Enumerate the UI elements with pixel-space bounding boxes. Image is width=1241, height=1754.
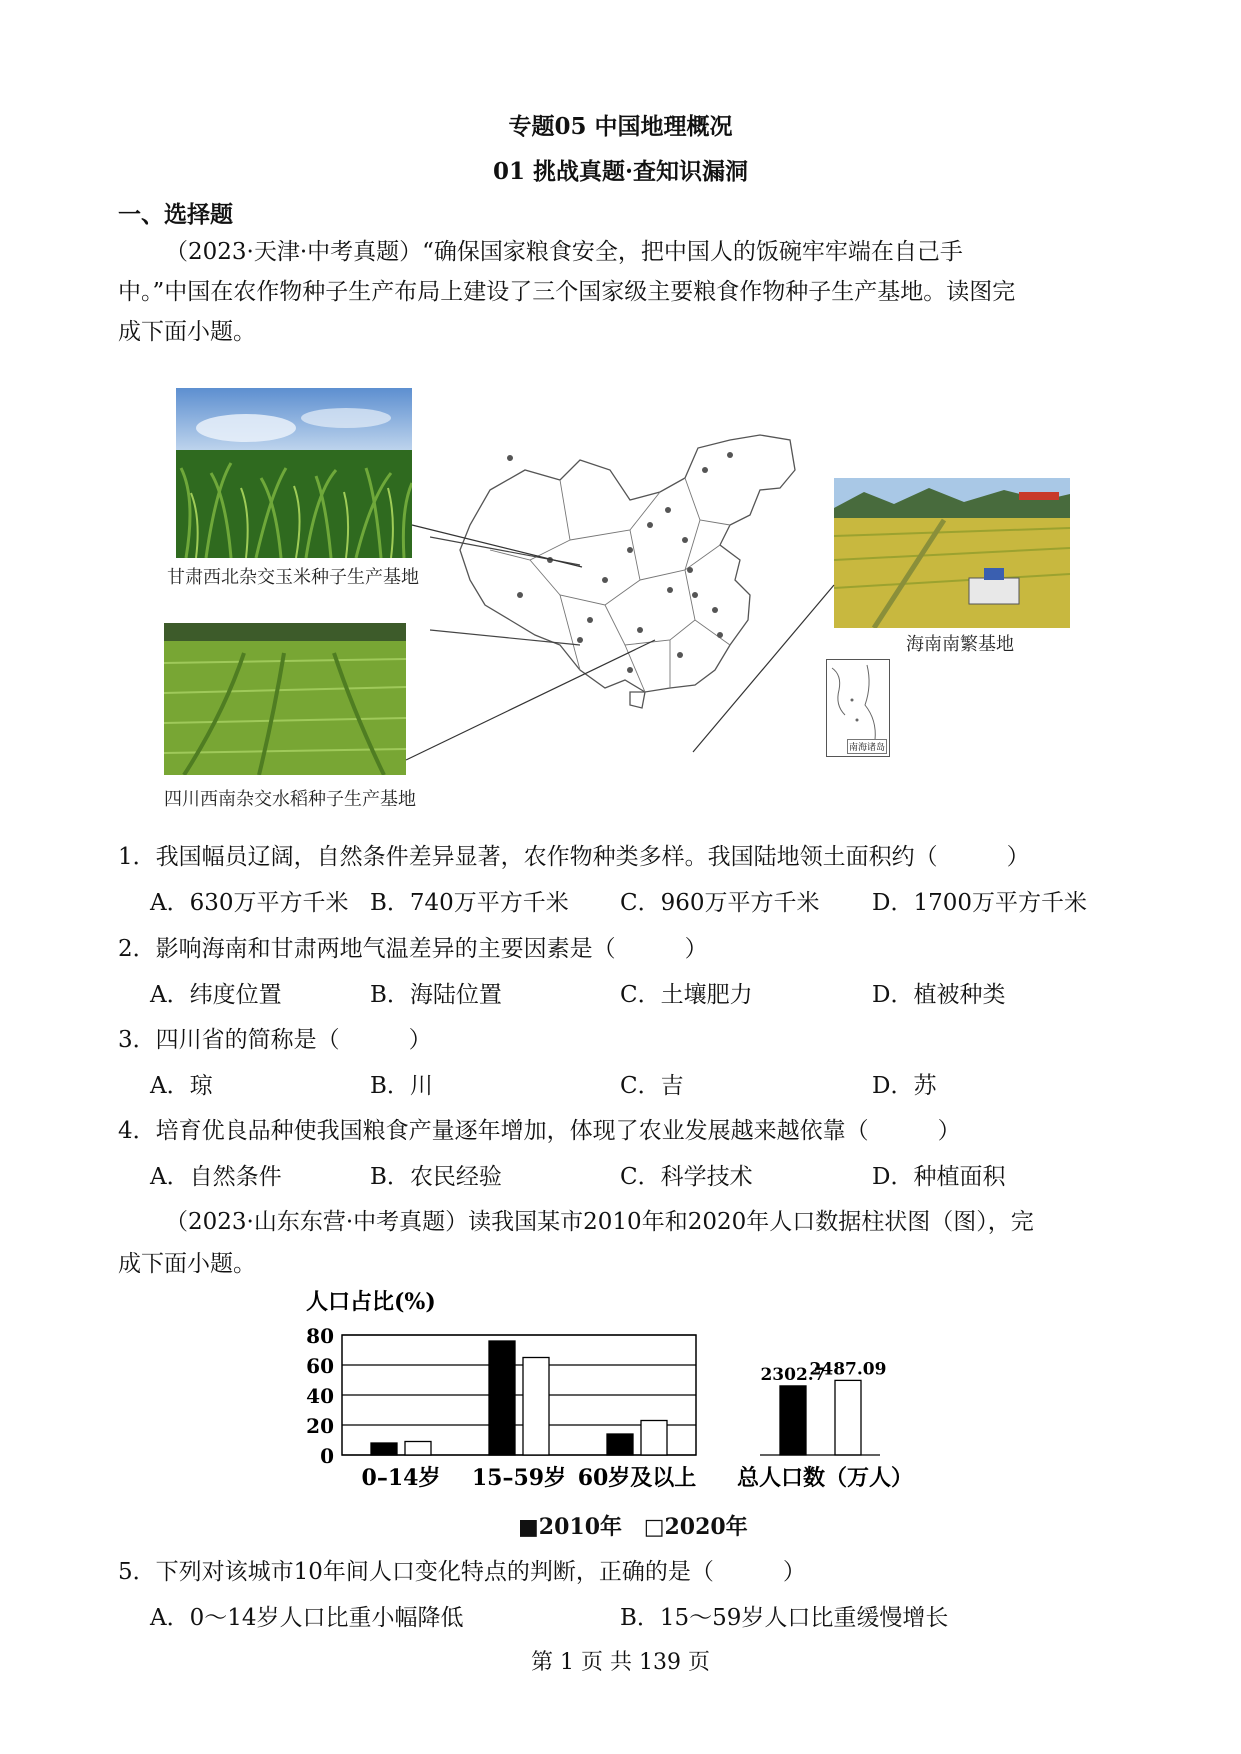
- question-5-stem: [118, 1553, 806, 1586]
- question-text: 我国幅员辽阔，自然条件差异显著，农作物种类多样。我国陆地领土面积约（ ）: [155, 844, 1030, 870]
- page-subtitle: 01 挑战真题·查知识漏洞: [492, 158, 749, 185]
- q5-option-a: A．0～14岁人口比重小幅降低: [150, 1605, 464, 1631]
- q4-option-b: B．农民经验: [370, 1164, 502, 1190]
- hainan-caption: 海南南繁基地: [906, 634, 1014, 655]
- q5-option-b: B．15～59岁人口比重缓慢增长: [620, 1605, 949, 1631]
- q3-option-b: B．川: [370, 1073, 433, 1099]
- q1-option-a: A．630万平方千米: [150, 890, 349, 916]
- bar-2010年: [371, 1443, 397, 1455]
- bar-2020年: [523, 1358, 549, 1456]
- question-number: 5．: [118, 1559, 156, 1585]
- y-tick-label: 0: [320, 1444, 334, 1468]
- q1-option-d: D．1700万平方千米: [872, 890, 1087, 916]
- south-china-sea-inset: [826, 659, 890, 757]
- gansu-caption: 甘肃西北杂交玉米种子生产基地: [167, 567, 419, 588]
- bar-2010年: [607, 1434, 633, 1455]
- question-number: 2．: [118, 936, 156, 962]
- sichuan-caption: 四川西南杂交水稻种子生产基地: [164, 789, 416, 810]
- q3-option-d: D．苏: [872, 1073, 937, 1099]
- intro2-line2: 成下面小题。: [118, 1251, 256, 1277]
- question-number: 4．: [118, 1118, 156, 1144]
- question-2-stem: [118, 930, 708, 963]
- question-4-stem: [118, 1112, 961, 1145]
- total-bar-2010年: [780, 1386, 806, 1455]
- chart-legend: [518, 1510, 748, 1541]
- y-tick-label: 60: [306, 1354, 334, 1378]
- question-text: 下列对该城市10年间人口变化特点的判断，正确的是（ ）: [155, 1559, 806, 1585]
- bar-2020年: [405, 1442, 431, 1456]
- q1-option-c: C．960万平方千米: [620, 890, 820, 916]
- inset-label: 南海诸岛: [847, 739, 887, 754]
- total-data-label: 2302.7: [760, 1364, 826, 1385]
- legend-2010: ■2010年: [518, 1514, 623, 1540]
- y-tick-label: 40: [306, 1384, 334, 1408]
- question-1-stem: [118, 838, 1030, 871]
- age-structure-plot: [306, 1324, 696, 1491]
- population-bar-chart: [300, 1285, 950, 1535]
- question-3-stem: [118, 1021, 432, 1054]
- q4-option-c: C．科学技术: [620, 1164, 753, 1190]
- y-axis-label: 人口占比(%): [306, 1289, 436, 1315]
- intro1-line3: 成下面小题。: [118, 319, 256, 345]
- total-category-label: 总人口数（万人）: [736, 1465, 914, 1491]
- intro2-line1: （2023·山东东营·中考真题）读我国某市2010年和2020年人口数据柱状图（图），完: [165, 1209, 1034, 1235]
- q1-option-b: B．740万平方千米: [370, 890, 569, 916]
- y-tick-label: 80: [306, 1324, 334, 1348]
- bar-2020年: [641, 1421, 667, 1456]
- q4-option-a: A．自然条件: [150, 1164, 282, 1190]
- section-heading: 一、选择题: [118, 201, 233, 228]
- q2-option-d: D．植被种类: [872, 982, 1006, 1008]
- question-number: 1．: [118, 844, 156, 870]
- page-title: 专题05 中国地理概况: [508, 113, 733, 140]
- question-text: 四川省的简称是（ ）: [155, 1027, 432, 1053]
- total-bar-2020年: [835, 1380, 861, 1455]
- q2-option-b: B．海陆位置: [370, 982, 502, 1008]
- q4-option-d: D．种植面积: [872, 1164, 1006, 1190]
- x-tick-label: 60岁及以上: [577, 1465, 697, 1491]
- page-footer: 第 1 页 共 139 页: [531, 1650, 710, 1675]
- x-tick-label: 15–59岁: [471, 1465, 567, 1491]
- total-data-label: 2487.09: [809, 1359, 887, 1380]
- q3-option-c: C．吉: [620, 1073, 684, 1099]
- question-text: 影响海南和甘肃两地气温差异的主要因素是（ ）: [155, 936, 708, 962]
- q2-option-c: C．土壤肥力: [620, 982, 753, 1008]
- legend-2020: □2020年: [643, 1514, 748, 1540]
- q3-option-a: A．琼: [150, 1073, 213, 1099]
- y-tick-label: 20: [306, 1414, 334, 1438]
- intro1-line2: 中。”中国在农作物种子生产布局上建设了三个国家级主要粮食作物种子生产基地。读图完: [118, 279, 1016, 305]
- x-tick-label: 0–14岁: [361, 1465, 441, 1491]
- bar-2010年: [489, 1341, 515, 1455]
- q2-option-a: A．纬度位置: [150, 982, 282, 1008]
- question-text: 培育优良品种使我国粮食产量逐年增加，体现了农业发展越来越依靠（ ）: [155, 1118, 961, 1144]
- intro1-line1: （2023·天津·中考真题）“确保国家粮食安全，把中国人的饭碗牢牢端在自己手: [165, 239, 963, 265]
- question-number: 3．: [118, 1027, 156, 1053]
- total-population-plot: [737, 1359, 913, 1491]
